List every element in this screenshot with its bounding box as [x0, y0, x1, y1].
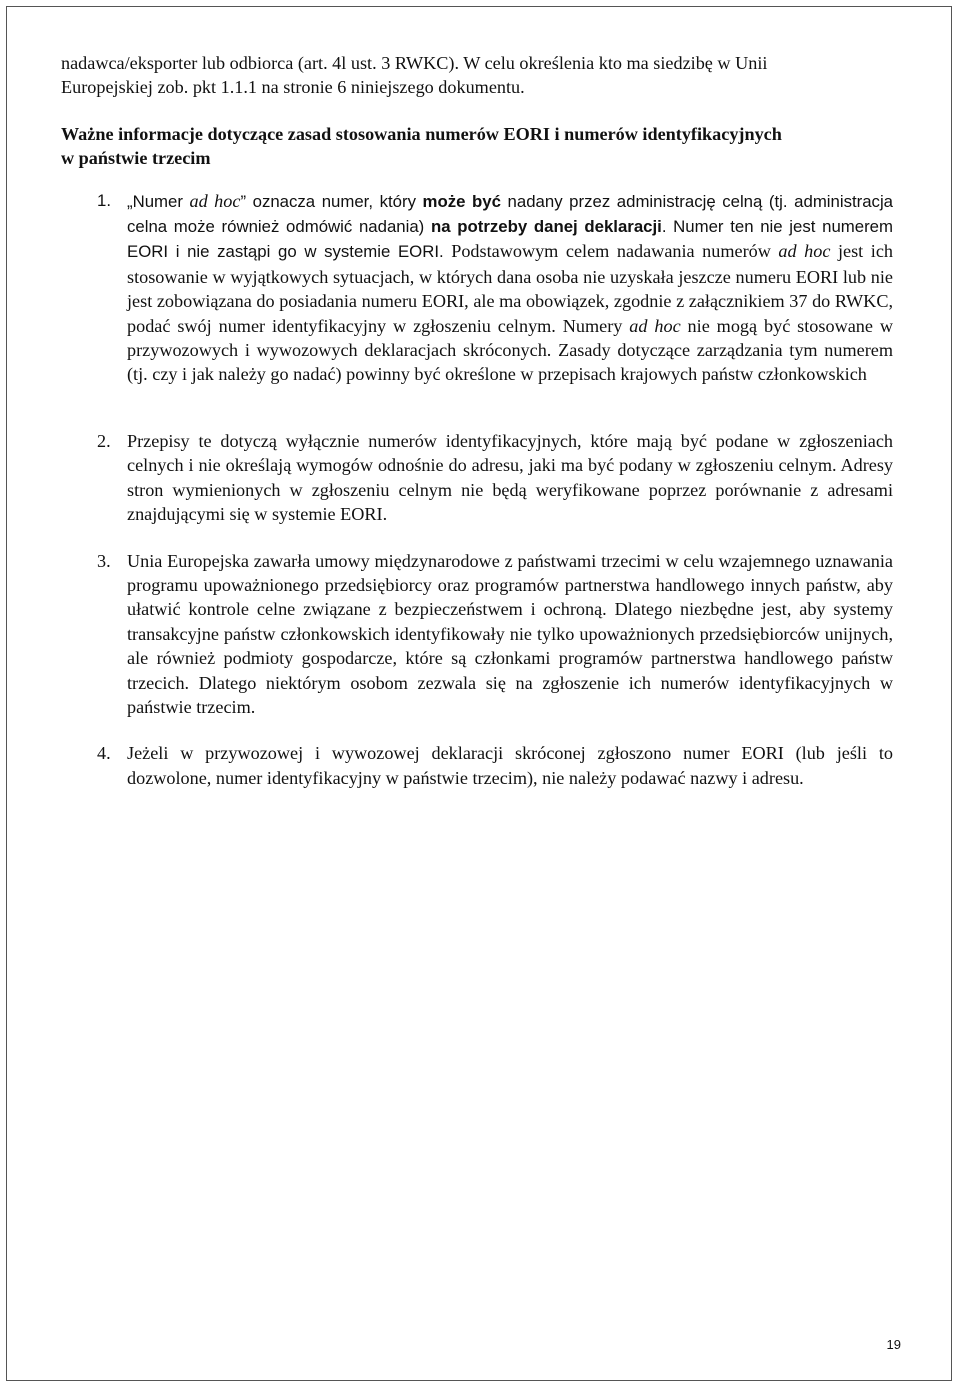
list-item-1-text [127, 189, 893, 387]
list-number: 2. [97, 430, 111, 451]
list-number: 1. [97, 190, 111, 210]
list-item-4-text: Jeżeli w przywozowej i wywozowej deklaracji skróconej zgłoszono numer EORI (lub jeśli to dozwolone, numer identyfikacyjny w państwie trzecim), nie należy podawać nazwy i adresu. [127, 743, 893, 788]
list-item-3 [61, 549, 893, 720]
list-item-4 [61, 741, 893, 790]
item1-ad-hoc-3: ad hoc [629, 315, 681, 336]
heading-line-1: Ważne informacje dotyczące zasad stosowania numerów EORI i numerów identyfikacyjnych [61, 123, 782, 144]
item1-text-e: Podstawowym celem nadawania numerów [443, 241, 779, 262]
heading-line-2: w państwie trzecim [61, 148, 211, 169]
list-item-1 [61, 189, 893, 387]
item1-text-g: nie mogą być stosowane w przywozowych i wywozowych deklaracjach skróconych. Zasady dotyczące zarządzania tym numerem (tj. czy i jak należy go nadać) powinny być określone w przepisach krajowych państw członkowskich [127, 315, 893, 385]
section-heading [61, 122, 893, 171]
intro-line-2: Europejskiej zob. pkt 1.1.1 na stronie 6 niniejszego dokumentu. [61, 77, 525, 98]
list-number: 3. [97, 550, 111, 571]
list-item-2 [61, 429, 893, 527]
item1-ad-hoc-1: ad hoc [189, 190, 241, 211]
item1-text-a: „Numer [127, 191, 190, 211]
document-body [61, 51, 893, 790]
item1-text-d: . Numer ten nie jest numerem EORI i nie zastąpi go w systemie EORI. [127, 217, 893, 262]
item1-text-f: jest ich stosowanie w wyjątkowych sytuacjach, w których dana osoba nie uzyskała jeszcze numeru EORI lub nie jest zobowiązana do posiadania numeru EORI, ale ma obowiązek, zgodnie z załącznikiem 37 do RWKC, podać swój numer identyfikacyjny w zgłoszeniu celnym. Numery [127, 241, 893, 336]
list-item-3-text: Unia Europejska zawarła umowy międzynarodowe z państwami trzecimi w celu wzajemnego uznawania programu upoważnionego przedsiębiorcy oraz programów partnerstwa handlowego innych państw, aby ułatwić kontrole celne związane z bezpieczeństwem i ochroną. Dlatego niezbędne jest, aby systemy transakcyjne państw członkowskich identyfikowały nie tylko upoważnionych przedsiębiorców unijnych, ale również podmioty gospodarcze, które są członkami programów partnerstwa handlowego państw trzecich. Dlatego niektórym osobom zezwala się na zgłoszenie ich numerów identyfikacyjnych w państwie trzecim. [127, 550, 893, 717]
document-page [6, 6, 952, 1381]
item1-text-c: nadany przez administrację celną (tj. administracja celna może również odmówić nadania) [127, 191, 894, 237]
item1-ad-hoc-2: ad hoc [778, 241, 831, 262]
page-number: 19 [886, 1337, 901, 1352]
item1-bold-2: na potrzeby danej deklaracji [430, 217, 662, 237]
list-number: 4. [97, 743, 111, 764]
list-item-2-text: Przepisy te dotyczą wyłącznie numerów identyfikacyjnych, które mają być podane w zgłoszeniach celnych i nie określają wymogów odnośnie do adresu, jaki ma być podany w zgłoszeniu celnym. Adresy stron wymienionych w zgłoszeniu celnym nie będą weryfikowane poprzez porównanie z adresami znajdującymi się w systemie EORI. [127, 430, 893, 525]
intro-line-1: nadawca/eksporter lub odbiorca (art. 4l ust. 3 RWKC). W celu określenia kto ma siedzibę w Unii [61, 53, 768, 73]
item1-bold-1: może być [422, 191, 501, 211]
item1-text-b: ” oznacza numer, który [240, 191, 423, 211]
intro-paragraph [61, 51, 893, 100]
